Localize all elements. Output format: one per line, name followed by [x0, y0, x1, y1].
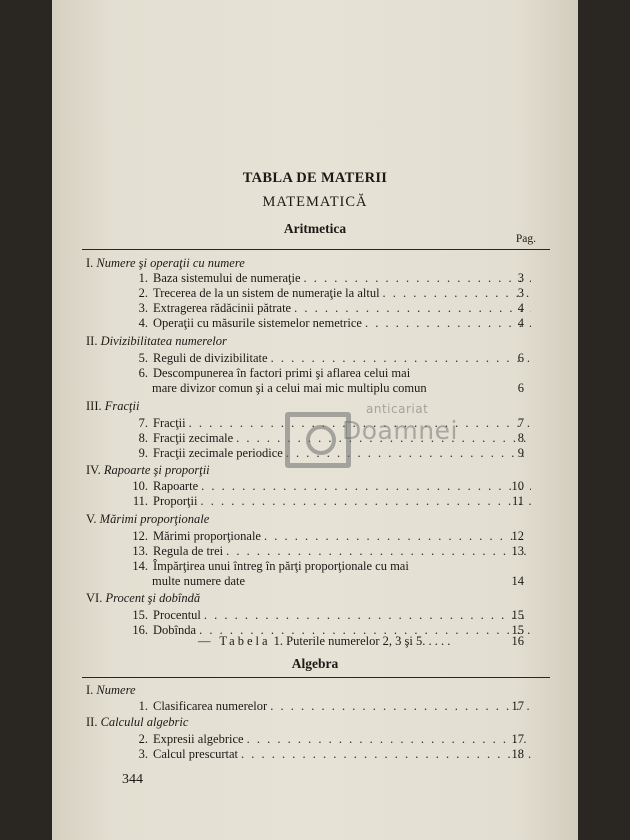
entry-continuation: multe numere date	[152, 574, 246, 588]
table-note	[198, 634, 450, 649]
entry-number: 3.	[138, 301, 148, 315]
page-column-label: Pag.	[515, 233, 536, 245]
leader-dots	[241, 747, 531, 762]
table-note-prefix: — Tabela	[198, 634, 271, 648]
chapter-number: II.	[86, 715, 98, 729]
chapter-heading	[86, 256, 245, 271]
toc-entry	[126, 529, 531, 544]
chapter-title: Mărimi proporţionale	[99, 512, 210, 526]
entry-title: Calcul prescurtat	[153, 747, 239, 761]
entry-number: 3.	[138, 747, 148, 761]
entry-number: 15.	[132, 608, 148, 622]
chapter-title: Numere	[96, 683, 136, 697]
leader-dots	[271, 351, 531, 366]
entry-page: 10	[511, 479, 524, 493]
chapter-heading	[86, 463, 210, 478]
entry-number: 7.	[138, 416, 148, 430]
entry-title: Baza sistemului de numeraţie	[153, 271, 301, 285]
section-rule	[82, 677, 550, 678]
chapter-heading	[86, 683, 136, 698]
entry-number: 11.	[132, 494, 148, 508]
entry-page: 3	[517, 286, 524, 300]
entry-title: Expresii algebrice	[153, 732, 244, 746]
entry-page: 17	[511, 732, 524, 746]
toc-entry	[126, 747, 531, 762]
chapter-number: I.	[86, 683, 94, 697]
section-title-aritmetica: Aritmetica	[283, 221, 347, 236]
toc-entry	[126, 544, 531, 559]
entry-number: 9.	[138, 446, 148, 460]
entry-page: 7	[517, 416, 524, 430]
leader-dots	[247, 732, 531, 747]
chapter-number: II.	[86, 334, 98, 348]
entry-title: Descompunerea în factori primi şi aflarea celui mai	[153, 366, 411, 380]
entry-number: 14.	[132, 559, 148, 573]
entry-number: 12.	[132, 529, 148, 543]
entry-title: Dobînda	[153, 623, 197, 637]
chapter-number: III.	[86, 399, 102, 413]
entry-page: 11	[511, 494, 524, 508]
entry-number: 6.	[138, 366, 148, 380]
chapter-number: V.	[86, 512, 97, 526]
entry-page: 6	[517, 351, 524, 365]
entry-number: 13.	[132, 544, 148, 558]
section-title-algebra: Algebra	[291, 656, 339, 671]
chapter-heading	[86, 591, 200, 606]
watermark-small-text: anticariat	[366, 402, 429, 416]
entry-title: Clasificarea numerelor	[153, 699, 268, 713]
toc-entry	[126, 699, 531, 714]
entry-title: Operaţii cu măsurile sistemelor nemetrice	[153, 316, 362, 330]
leader-dots	[200, 494, 531, 509]
entry-title: Trecerea de la un sistem de numeraţie la altul	[153, 286, 380, 300]
entry-title: Procentul	[153, 608, 201, 622]
entry-title: Împărţirea unui întreg în părţi proporţionale cu mai	[153, 559, 409, 573]
toc-entry	[126, 479, 531, 494]
chapter-number: I.	[86, 256, 94, 270]
entry-page: 15	[511, 623, 524, 637]
table-note-text: 1. Puterile numerelor 2, 3 şi 5. . . . .	[273, 634, 451, 648]
entry-page: 17	[511, 699, 524, 713]
chapter-number: IV.	[86, 463, 101, 477]
entry-number: 1.	[138, 271, 148, 285]
entry-title: Fracţii zecimale periodice	[153, 446, 283, 460]
entry-title: Fracţii	[153, 416, 186, 430]
toc-entry	[126, 286, 531, 301]
entry-number: 4.	[138, 316, 148, 330]
entry-continuation: mare divizor comun şi a celui mai mic multiplu comun	[152, 381, 427, 395]
chapter-title: Fracţii	[104, 399, 140, 413]
toc-entry	[126, 271, 531, 286]
entry-title: Rapoarte	[153, 479, 199, 493]
chapter-heading	[86, 512, 209, 527]
chapter-title: Calculul algebric	[100, 715, 189, 729]
toc-entry	[126, 732, 531, 747]
entry-number: 1.	[138, 699, 148, 713]
toc-entry	[126, 301, 531, 316]
leader-dots	[264, 529, 531, 544]
chapter-heading	[86, 334, 227, 349]
entry-page: 18	[511, 747, 524, 761]
page-number: 344	[122, 772, 143, 787]
chapter-title: Procent şi dobîndă	[105, 591, 201, 605]
chapter-number: VI.	[86, 591, 103, 605]
entry-number: 10.	[132, 479, 148, 493]
watermark-big-text: Doamnei	[342, 416, 458, 445]
subject-title: MATEMATICĂ	[262, 194, 368, 210]
entry-title: Extragerea rădăcinii pătrate	[153, 301, 292, 315]
entry-page: 16	[511, 634, 524, 648]
entry-page: 6	[517, 381, 524, 395]
leader-dots	[204, 608, 531, 623]
leader-dots	[270, 699, 531, 714]
entry-page: 15	[511, 608, 524, 622]
book-page	[52, 0, 578, 840]
chapter-title: Divizibilitatea numerelor	[100, 334, 227, 348]
leader-dots	[201, 479, 531, 494]
entry-page: 4	[517, 316, 524, 330]
entry-title: Regula de trei	[153, 544, 224, 558]
chapter-heading	[86, 399, 139, 414]
entry-title: Mărimi proporţionale	[153, 529, 261, 543]
toc-entry	[126, 494, 531, 509]
entry-page: 12	[511, 529, 524, 543]
entry-page: 4	[517, 301, 524, 315]
entry-page: 8	[517, 431, 524, 445]
entry-number: 2.	[138, 732, 148, 746]
entry-title: Proporţii	[153, 494, 198, 508]
header-rule	[82, 249, 550, 250]
toc-entry	[126, 351, 531, 366]
chapter-title: Numere şi operaţii cu numere	[96, 256, 245, 270]
toc-entry	[126, 559, 531, 574]
entry-title: Reguli de divizibilitate	[153, 351, 268, 365]
entry-number: 5.	[138, 351, 148, 365]
entry-number: 2.	[138, 286, 148, 300]
chapter-title: Rapoarte şi proporţii	[103, 463, 210, 477]
entry-page: 14	[511, 574, 524, 588]
leader-dots	[226, 544, 531, 559]
toc-entry	[126, 608, 531, 623]
entry-page: 3	[517, 271, 524, 285]
entry-page: 9	[517, 446, 524, 460]
entry-title: Fracţii zecimale	[153, 431, 234, 445]
entry-number: 16.	[132, 623, 148, 637]
entry-page: 13	[511, 544, 524, 558]
toc-entry	[126, 316, 531, 331]
toc-heading: TABLA DE MATERII	[242, 170, 388, 186]
entry-number: 8.	[138, 431, 148, 445]
toc-entry	[126, 366, 531, 381]
chapter-heading	[86, 715, 188, 730]
